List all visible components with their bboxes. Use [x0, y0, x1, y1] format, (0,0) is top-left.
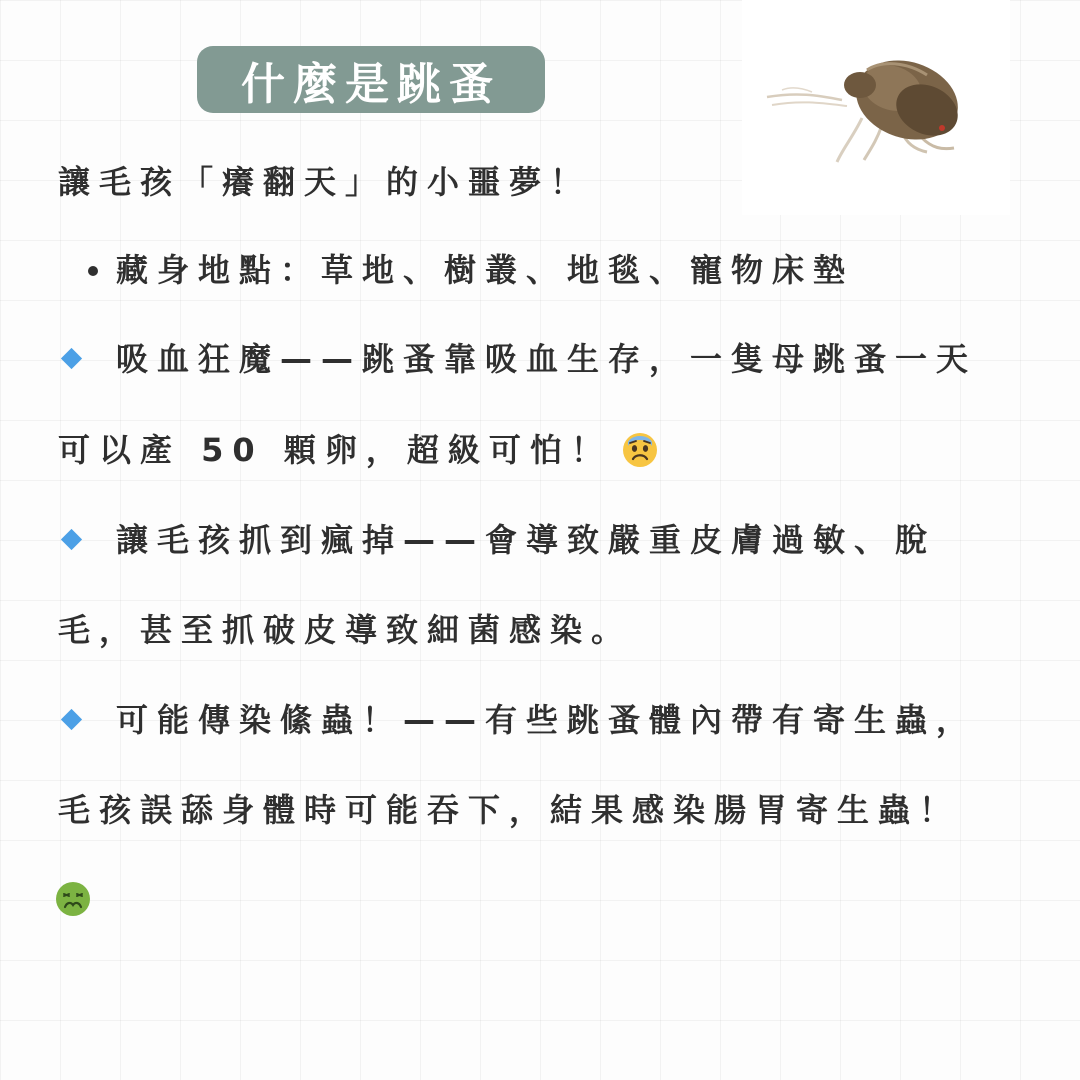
diamond-bullet-icon — [61, 348, 82, 369]
hiding-places-text: 藏身地點：草地、樹叢、地毯、寵物床墊 — [116, 251, 855, 289]
point-1-line-1: 吸血狂魔——跳蚤靠吸血生存，一隻母跳蚤一天 — [116, 340, 978, 378]
point-3-line-1: 可能傳染絛蟲！——有些跳蚤體內帶有寄生蟲， — [116, 701, 978, 739]
point-3-line-2: 毛孩誤舔身體時可能吞下，結果感染腸胃寄生蟲！ — [58, 791, 961, 829]
point-1-line-2: 可以產 50 顆卵，超級可怕！ — [58, 431, 612, 469]
title-badge — [197, 46, 545, 113]
anxious-face-icon — [622, 432, 658, 468]
flea-photo — [742, 0, 1010, 215]
intro-text: 讓毛孩「癢翻天」的小噩夢！ — [58, 163, 592, 201]
bullet-dot — [88, 266, 98, 276]
diamond-bullet-icon — [61, 709, 82, 730]
point-2-line-1: 讓毛孩抓到瘋掉——會導致嚴重皮膚過敏、脫 — [116, 521, 937, 559]
diamond-bullet-icon — [61, 529, 82, 550]
nauseated-face-icon — [55, 881, 91, 917]
page-title: 什麼是跳蚤 — [241, 58, 501, 110]
point-2-line-2: 毛，甚至抓破皮導致細菌感染。 — [58, 611, 633, 649]
